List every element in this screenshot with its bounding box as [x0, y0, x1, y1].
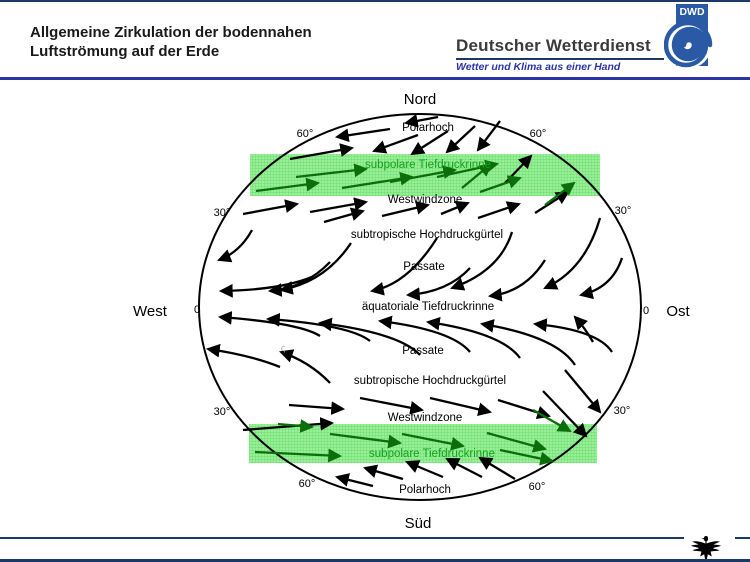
wind-arrow	[565, 370, 600, 412]
wind-arrow	[365, 468, 403, 479]
wind-arrow	[490, 260, 545, 296]
wind-arrow	[482, 324, 575, 365]
latitude-label: 60°	[529, 128, 547, 140]
wind-arrow	[545, 218, 600, 288]
latitude-label: 30°	[613, 405, 631, 417]
wind-arrow	[575, 317, 593, 342]
federal-eagle-icon	[689, 534, 723, 562]
footer-rule-right	[735, 537, 750, 539]
zone-label: Passate	[403, 261, 445, 273]
wind-arrow	[268, 319, 370, 341]
zone-label: subtropische Hochdruckgürtel	[353, 375, 507, 387]
wind-arrow	[324, 211, 363, 222]
zone-label: subpolare Tiefdruckrinne	[369, 448, 495, 460]
compass-label: Nord	[403, 91, 437, 108]
wind-arrow	[208, 349, 280, 367]
brand-slogan: Wetter und Klima aus einer Hand	[456, 61, 621, 73]
wind-arrow	[581, 258, 622, 295]
latitude-label: 30°	[213, 406, 231, 418]
zone-label: Passate	[402, 345, 444, 357]
latitude-label: 0	[193, 304, 201, 316]
compass-label: West	[133, 303, 167, 320]
federal-eagle-silhouette	[691, 536, 721, 560]
wind-arrow	[382, 205, 428, 216]
wind-arrow	[337, 129, 390, 137]
zone-label: Westwindzone	[387, 194, 463, 206]
brand-name: Deutscher Wetterdienst	[456, 36, 651, 55]
wind-arrow	[281, 352, 330, 383]
wind-arrow	[478, 204, 519, 218]
latitude-label: 0	[642, 305, 650, 317]
zone-label: Polarhoch	[399, 484, 451, 496]
latitude-label: 30°	[213, 207, 231, 219]
zone-label: äquatoriale Tiefdruckrinne	[361, 301, 495, 313]
zone-label: Westwindzone	[387, 412, 463, 424]
wind-arrow	[430, 398, 490, 412]
latitude-label: 60°	[298, 478, 316, 490]
zone-label: subtropische Hochdruckgürtel	[350, 229, 504, 241]
dwd-logo-text: DWD	[679, 6, 705, 18]
wind-arrow	[360, 398, 422, 410]
compass-label: Ost	[666, 303, 690, 320]
wind-arrow	[374, 135, 418, 151]
wind-arrow	[289, 405, 343, 409]
wind-arrow	[243, 204, 297, 214]
wind-arrow	[337, 477, 373, 486]
zone-label: Polarhoch	[402, 122, 454, 134]
latitude-label: 60°	[296, 128, 314, 140]
wind-arrow	[310, 202, 366, 212]
compass-label: Süd	[404, 515, 432, 532]
wind-arrow	[407, 462, 443, 477]
title-line-1: Allgemeine Zirkulation der bodennahen	[30, 24, 312, 41]
footer-rule-left	[0, 537, 684, 539]
wind-arrow	[535, 324, 612, 352]
zone-label: subpolare Tiefdruckrinne	[365, 159, 491, 171]
cursor-artifact: ς	[280, 343, 286, 353]
latitude-label: 60°	[528, 481, 546, 493]
title-line-2: Luftströmung auf der Erde	[30, 43, 220, 60]
latitude-label: 30°	[614, 205, 632, 217]
wind-arrow	[478, 121, 500, 150]
wind-arrow	[219, 230, 252, 260]
